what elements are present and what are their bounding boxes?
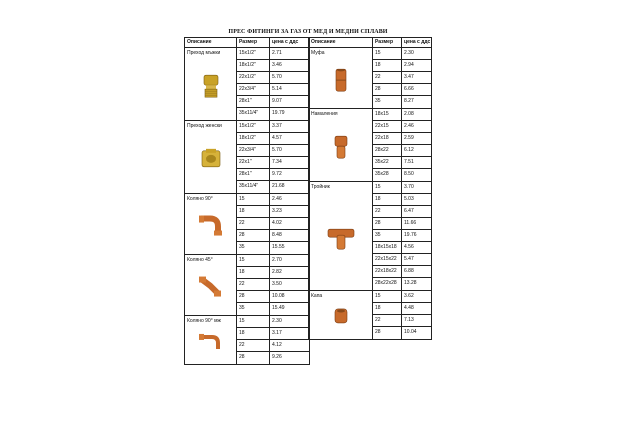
price-cell: 2.94 — [402, 60, 432, 71]
size-cell: 35 — [237, 303, 270, 315]
price-cell: 10.04 — [402, 327, 432, 339]
price-cell: 15.55 — [270, 242, 310, 254]
size-cell: 22x15x22 — [373, 254, 402, 265]
fitting-description-cell — [184, 194, 237, 254]
fitting-group — [184, 121, 310, 194]
price-cell: 3.62 — [402, 291, 432, 302]
size-cell: 15 — [237, 194, 270, 205]
size-cell: 28 — [373, 84, 402, 95]
table-row — [373, 218, 432, 230]
price-cell: 4.57 — [270, 133, 310, 144]
brass-female-adapter-icon — [199, 147, 223, 176]
header-size: Размер — [373, 38, 402, 47]
table-row — [237, 60, 310, 72]
size-cell: 28 — [237, 291, 270, 302]
price-cell: 6.66 — [402, 84, 432, 95]
price-cell: 4.56 — [402, 242, 432, 253]
left-price-table — [184, 37, 310, 365]
price-cell: 4.02 — [270, 218, 310, 229]
table-row — [237, 96, 310, 108]
table-row — [237, 340, 310, 352]
price-cell: 2.70 — [270, 255, 310, 266]
header-description: Описание — [184, 38, 237, 47]
table-row — [237, 316, 310, 328]
copper-reducer-icon — [333, 134, 349, 165]
price-cell: 13.28 — [402, 278, 432, 290]
copper-tee-icon — [326, 225, 356, 256]
size-cell: 15 — [373, 182, 402, 193]
price-cell: 21.68 — [270, 181, 310, 193]
table-row — [373, 230, 432, 242]
size-cell: 28 — [373, 327, 402, 339]
price-cell: 2.30 — [402, 48, 432, 59]
price-cell: 4.48 — [402, 303, 432, 314]
size-cell: 22x18 — [373, 133, 402, 144]
table-row — [237, 108, 310, 120]
table-row — [237, 242, 310, 254]
size-cell: 22 — [237, 340, 270, 351]
table-row — [237, 230, 310, 242]
table-row — [237, 121, 310, 133]
table-row — [237, 169, 310, 181]
fitting-name: Коляно 90° мж — [187, 318, 221, 324]
price-cell: 9.26 — [270, 352, 310, 364]
size-cell: 22x3/4" — [237, 145, 270, 156]
table-row — [373, 48, 432, 60]
price-cell: 19.76 — [402, 230, 432, 241]
size-cell: 18x1/2" — [237, 60, 270, 71]
size-cell: 28x22 — [373, 145, 402, 156]
table-row — [373, 169, 432, 181]
size-cell: 18 — [373, 194, 402, 205]
table-row — [237, 84, 310, 96]
size-cell: 18x1/2" — [237, 133, 270, 144]
size-cell: 22x1" — [237, 157, 270, 168]
price-cell: 3.23 — [270, 206, 310, 217]
table-row — [237, 291, 310, 303]
price-cell: 2.59 — [402, 133, 432, 144]
size-cell: 18 — [373, 303, 402, 314]
price-cell: 7.51 — [402, 157, 432, 168]
table-row — [237, 218, 310, 230]
size-cell: 28 — [237, 352, 270, 364]
fitting-group — [308, 48, 432, 109]
size-cell: 35x11/4" — [237, 181, 270, 193]
fitting-description-cell — [184, 121, 237, 193]
price-cell: 4.12 — [270, 340, 310, 351]
price-cell: 2.30 — [270, 316, 310, 327]
fitting-description-cell — [308, 48, 373, 108]
fitting-group — [308, 109, 432, 182]
size-cell: 35x22 — [373, 157, 402, 168]
size-cell: 15 — [373, 48, 402, 59]
size-cell: 18x15x18 — [373, 242, 402, 253]
table-row — [373, 121, 432, 133]
size-cell: 22x18x22 — [373, 266, 402, 277]
fitting-description-cell — [184, 316, 237, 364]
table-row — [373, 157, 432, 169]
price-cell: 3.70 — [402, 182, 432, 193]
price-cell: 2.46 — [270, 194, 310, 205]
fitting-group — [184, 255, 310, 316]
fitting-group — [184, 48, 310, 121]
price-cell: 3.50 — [270, 279, 310, 290]
price-cell: 5.47 — [402, 254, 432, 265]
price-cell: 9.07 — [270, 96, 310, 107]
price-cell: 8.50 — [402, 169, 432, 181]
size-cell: 15 — [237, 316, 270, 327]
brass-male-adapter-icon — [200, 73, 222, 104]
price-cell: 3.46 — [270, 60, 310, 71]
size-cell: 28x1" — [237, 169, 270, 180]
table-row — [237, 194, 310, 206]
fitting-description-cell — [184, 48, 237, 120]
table-row — [237, 267, 310, 279]
size-cell: 22 — [237, 218, 270, 229]
table-row — [373, 194, 432, 206]
size-cell: 18 — [237, 267, 270, 278]
price-cell: 7.34 — [270, 157, 310, 168]
fitting-description-cell — [308, 182, 373, 290]
table-row — [237, 145, 310, 157]
fitting-description-cell — [184, 255, 237, 315]
copper-elbow-45-icon — [198, 276, 224, 303]
table-row — [373, 109, 432, 121]
fitting-name: Муфа — [311, 50, 325, 56]
table-row — [373, 145, 432, 157]
size-cell: 15 — [373, 291, 402, 302]
size-cell: 35x11/4" — [237, 108, 270, 120]
size-cell: 35 — [373, 96, 402, 108]
header-price: цена с ддс — [404, 39, 431, 45]
fitting-name: Преход мъжки — [187, 50, 221, 56]
price-cell: 9.72 — [270, 169, 310, 180]
copper-elbow-90-icon — [198, 215, 224, 242]
size-cell: 28 — [237, 230, 270, 241]
price-cell: 2.08 — [402, 109, 432, 120]
price-cell: 19.79 — [270, 108, 310, 120]
table-row — [373, 133, 432, 145]
price-cell: 5.14 — [270, 84, 310, 95]
price-cell: 6.12 — [402, 145, 432, 156]
fitting-description-cell — [308, 109, 373, 181]
price-cell: 7.13 — [402, 315, 432, 326]
table-row — [373, 182, 432, 194]
price-cell: 2.82 — [270, 267, 310, 278]
size-cell: 15x1/2" — [237, 48, 270, 59]
price-cell: 8.48 — [270, 230, 310, 241]
price-cell: 2.71 — [270, 48, 310, 59]
table-row — [237, 48, 310, 60]
size-cell: 22 — [373, 72, 402, 83]
table-row — [373, 315, 432, 327]
price-list-title: ПРЕС ФИТИНГИ ЗА ГАЗ ОТ МЕД И МЕДНИ СПЛАВИ — [228, 29, 388, 35]
price-cell: 3.17 — [270, 328, 310, 339]
table-row — [373, 72, 432, 84]
table-header — [184, 37, 310, 48]
table-row — [373, 266, 432, 278]
fitting-name: Преход женски — [187, 123, 222, 129]
table-row — [237, 328, 310, 340]
size-cell: 22 — [237, 279, 270, 290]
size-cell: 28x1" — [237, 96, 270, 107]
table-row — [237, 352, 310, 364]
fitting-name: Коляно 45° — [187, 257, 213, 263]
size-cell: 15 — [237, 255, 270, 266]
price-cell: 5.70 — [270, 72, 310, 83]
table-row — [237, 255, 310, 267]
price-cell: 15.49 — [270, 303, 310, 315]
fitting-group — [184, 316, 310, 365]
table-row — [237, 206, 310, 218]
price-cell: 2.46 — [402, 121, 432, 132]
size-cell: 35 — [237, 242, 270, 254]
table-row — [373, 254, 432, 266]
fitting-group — [308, 291, 432, 340]
size-cell: 28 — [373, 218, 402, 229]
copper-elbow-90-male-female-icon — [198, 332, 224, 355]
price-cell: 10.08 — [270, 291, 310, 302]
fitting-description-cell — [308, 291, 373, 339]
fitting-name: Капа — [311, 293, 323, 299]
fitting-name: Намаления — [311, 111, 338, 117]
size-cell: 22x1/2" — [237, 72, 270, 83]
fitting-name: Тройник — [311, 184, 330, 190]
table-row — [373, 291, 432, 303]
price-cell: 3.47 — [402, 72, 432, 83]
price-cell: 8.27 — [402, 96, 432, 108]
table-row — [373, 303, 432, 315]
copper-coupling-icon — [334, 67, 348, 98]
size-cell: 22 — [373, 206, 402, 217]
copper-cap-icon — [333, 307, 349, 330]
size-cell: 28x22x28 — [373, 278, 402, 290]
table-row — [237, 133, 310, 145]
table-row — [373, 84, 432, 96]
table-row — [237, 181, 310, 193]
table-row — [373, 242, 432, 254]
price-cell: 6.47 — [402, 206, 432, 217]
header-price: цена с ддс — [270, 38, 310, 47]
size-cell: 18 — [237, 328, 270, 339]
size-cell: 35 — [373, 230, 402, 241]
table-row — [373, 327, 432, 339]
table-row — [373, 60, 432, 72]
table-row — [373, 206, 432, 218]
size-cell: 18 — [237, 206, 270, 217]
fitting-group — [308, 182, 432, 291]
size-cell: 35x28 — [373, 169, 402, 181]
table-row — [237, 279, 310, 291]
size-cell: 15x1/2" — [237, 121, 270, 132]
table-row — [237, 303, 310, 315]
table-row — [373, 278, 432, 290]
table-row — [237, 157, 310, 169]
header-description: Описание — [308, 38, 373, 47]
price-cell: 5.70 — [270, 145, 310, 156]
size-cell: 22 — [373, 315, 402, 326]
size-cell: 18x15 — [373, 109, 402, 120]
price-cell: 11.66 — [402, 218, 432, 229]
size-cell: 22x3/4" — [237, 84, 270, 95]
fitting-name: Коляно 90° — [187, 196, 213, 202]
table-header — [308, 37, 432, 48]
table-row — [373, 96, 432, 108]
price-cell: 3.37 — [270, 121, 310, 132]
size-cell: 18 — [373, 60, 402, 71]
right-price-table — [308, 37, 432, 340]
fitting-group — [184, 194, 310, 255]
header-size: Размер — [237, 38, 270, 47]
price-cell: 5.03 — [402, 194, 432, 205]
table-row — [237, 72, 310, 84]
size-cell: 22x15 — [373, 121, 402, 132]
price-cell: 6.88 — [402, 266, 432, 277]
